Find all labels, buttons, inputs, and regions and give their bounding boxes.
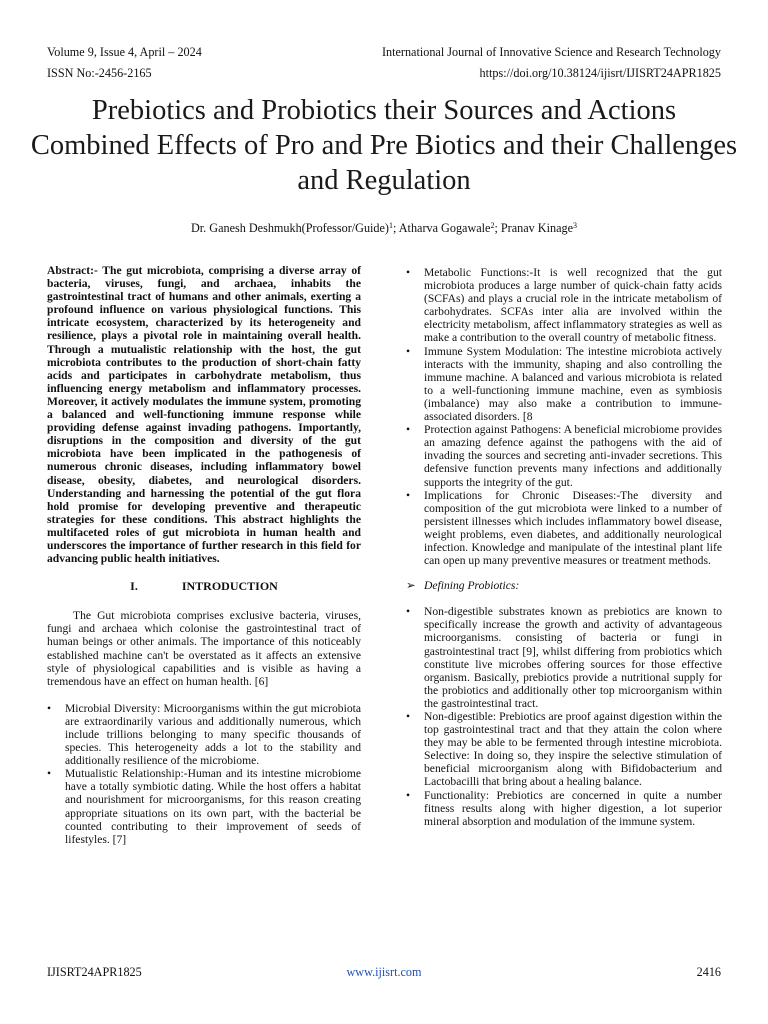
bullet-microbial-diversity: • Microbial Diversity: Microorganisms within the gut microbiota are extraordinarily various and additionally numerous, which include trillions belonging to many specific thousands of species. This heterogeneity adds a lot to the stability and additionally resilience of the microbiome.: [47, 702, 361, 767]
author-line: [30, 220, 738, 236]
author-2-affiliation: 2: [490, 221, 495, 230]
paper-title: Prebiotics and Probiotics their Sources and Actions Combined Effects of Pro and Pre Biotics and their Challenges and Regulation: [30, 95, 738, 196]
journal-name: International Journal of Innovative Science and Research Technology: [381, 45, 721, 59]
intro-bullet-list: [47, 702, 361, 846]
issn-info: ISSN No:-2456-2165: [47, 66, 152, 80]
author-1: Dr. Ganesh Deshmukh(Professor/Guide): [190, 221, 389, 235]
bullet-immune-modulation: • Immune System Modulation: The intestine microbiota actively interacts with the immunity, shaping and also controlling the immune machine. A balanced and various microbiota is related to a well-functioning immune machine, even as symbiosis (imbalance) may also make a contribution to immune-associated disorders. [8: [406, 345, 722, 424]
author-3-affiliation: 3: [573, 221, 577, 230]
section-title: INTRODUCTION: [181, 579, 278, 594]
footer-website-link[interactable]: www.ijisrt.com: [346, 965, 422, 979]
section-number: I.: [130, 579, 138, 594]
bullet-pathogen-protection: • Protection against Pathogens: A beneficial microbiome provides an amazing defence against the pathogens with the aid of invading the sources and secreting anti-invader secretions. This defensive function prevents many infections and additionally supports the integrity of the gut.: [406, 423, 722, 488]
footer-paper-id: IJISRT24APR1825: [47, 965, 142, 979]
author-2: ; Atharva Gogawale: [393, 221, 491, 235]
page-number: 2416: [696, 965, 721, 979]
right-column: [406, 266, 722, 828]
bullet-functionality: • Functionality: Prebiotics are concerned in quite a number fitness results along with higher digestion, a lot superior mineral absorption and modulation of the immune system.: [406, 789, 722, 828]
arrow-bullet-icon: ➢: [406, 579, 416, 593]
doi-link[interactable]: https://doi.org/10.38124/ijisrt/IJISRT24APR1825: [479, 66, 721, 80]
bullet-metabolic-functions: • Metabolic Functions:-It is well recognized that the gut microbiota produces a large number of quick-chain fatty acids (SCFAs) and plays a crucial role in the intricate metabolism of carbohydrates. SCFAs inter alia are involved within the electricity metabolism, affect inflammatory strategies as well as make a contribution to the overall country of metabolic fitness.: [406, 266, 722, 345]
abstract: Abstract:- The gut microbiota, comprising a diverse array of bacteria, viruses, fungi, and archaea, inhabits the gastrointestinal tract of humans and other animals, exerting a profound influence on various physiological functions. This intricate ecosystem, characterized by its heterogeneity and resilience, plays a pivotal role in maintaining overall health. Through a mutualistic relationship with the host, the gut microbiota contributes to the production of short-chain fatty acids and participates in carbohydrate metabolism, thus influencing energy metabolism and inflammatory processes. Moreover, it actively modulates the immune system, promoting a balanced and well-functioning immune response while providing defense against invading pathogens. Importantly, disruptions in the composition and diversity of the gut microbiota have been implicated in the pathogenesis of numerous chronic diseases, including inflammatory bowel disease, obesity, diabetes, and neurological disorders. Understanding and harnessing the potential of the gut flora hold promise for developing preventive and therapeutic strategies for these conditions. This abstract highlights the multifaceted roles of gut microbiota in human health and underscores the importance of further research in this field for advancing public health initiatives.: [47, 264, 361, 566]
bullet-chronic-diseases: • Implications for Chronic Diseases:-The diversity and composition of the gut microbiota were linked to a number of persistent illnesses which includes inflammatory bowel disease, weight problems, even diabetes, and additionally neurological infection. Knowledge and manipulate of the intestinal plant life can open up many preventive measures or treatment methods.: [406, 489, 722, 568]
bullet-prebiotics-definition: • Non-digestible substrates known as prebiotics are known to specifically increase the growth and activity of advantageous microorganisms. consisting of bacteria or fungi in gastrointestinal tract [9], whilst differing from probiotics which constitute live microbes offering sources for those effective organism. Basically, prebiotics provide a nutritional supply for the probiotics and additionally other top microorganism within the gastrointestinal tract.: [406, 605, 722, 710]
prebiotic-bullet-list: [406, 605, 722, 828]
section-heading-introduction: [47, 580, 361, 593]
bullet-non-digestible: • Non-digestible: Prebiotics are proof against digestion within the top gastrointestinal tract and that they attain the colon where they may be able to be fermented through intestine microbiota. Selective: In doing so, they inspire the selective stimulation of beneficial microorganism along with Bifidobacterium and Lactobacilli that bring about a healing balance.: [406, 710, 722, 789]
subheading-text: Defining Probiotics:: [424, 579, 520, 593]
function-bullet-list: [406, 266, 722, 567]
author-1-affiliation: 1: [389, 221, 393, 230]
author-3: ; Pranav Kinage: [494, 221, 573, 235]
volume-info: Volume 9, Issue 4, April – 2024: [47, 45, 202, 59]
left-column: [47, 264, 361, 846]
subheading-defining-probiotics: [406, 579, 722, 592]
bullet-mutualistic-relationship: • Mutualistic Relationship:-Human and its intestine microbiome have a totally symbiotic dating. While the host offers a habitat and nourishment for microorganisms, for this reason creating appropriate situations on its own part, with the bacterial be counted contributing to their improvement of seeds of lifestyles. [7]: [47, 767, 361, 846]
intro-paragraph: The Gut microbiota comprises exclusive bacteria, viruses, fungi and archaea which colonise the gastrointestinal tract of human beings or other animals. The importance of this noticeably established machine can't be overstated as it affects an extensive style of physiological capabilities and is visible as having a tremendous have an effect on human health. [6]: [47, 609, 361, 688]
